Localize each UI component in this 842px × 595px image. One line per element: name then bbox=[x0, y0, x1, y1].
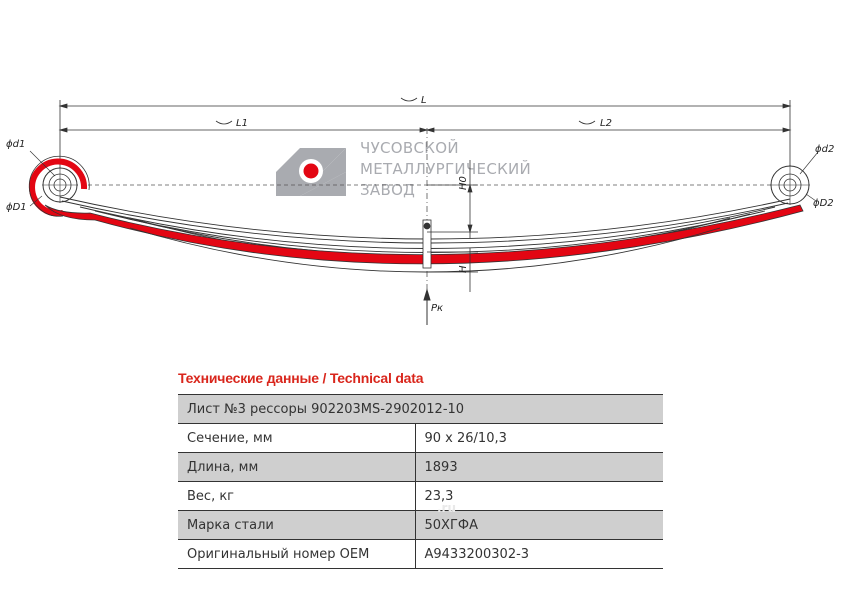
spec-value: A9433200302-3 bbox=[415, 540, 663, 569]
table-row bbox=[178, 482, 663, 511]
table-row bbox=[178, 511, 663, 540]
label-L1: L1 bbox=[236, 118, 248, 129]
company-logo bbox=[276, 138, 531, 199]
logo-line-1: ЧУСОВСКОЙ bbox=[360, 139, 459, 157]
spec-label: Сечение, мм bbox=[178, 424, 415, 453]
label-L2: L2 bbox=[600, 118, 612, 129]
label-H: H bbox=[458, 265, 469, 273]
logo-mark-icon bbox=[276, 148, 346, 196]
label-H0: H0 bbox=[458, 176, 469, 190]
table-row bbox=[178, 540, 663, 569]
height-dimensions bbox=[427, 160, 478, 292]
label-Pk: Pк bbox=[431, 303, 444, 314]
center-bolt bbox=[423, 220, 431, 268]
watermark-suffix: .ru bbox=[437, 501, 457, 515]
spec-label: Длина, мм bbox=[178, 453, 415, 482]
spec-value: 90 x 26/10,3 bbox=[415, 424, 663, 453]
spec-label: Вес, кг bbox=[178, 482, 415, 511]
table-row bbox=[178, 453, 663, 482]
spec-value: 50ХГФА bbox=[415, 511, 663, 540]
spec-header: Лист №3 рессоры 902203MS-2902012-10 bbox=[178, 395, 663, 424]
spec-label: Марка стали bbox=[178, 511, 415, 540]
spec-title: Технические данные / Technical data bbox=[178, 370, 424, 386]
spec-table bbox=[178, 394, 663, 569]
spec-header-row bbox=[178, 395, 663, 424]
label-L: L bbox=[421, 95, 427, 106]
logo-line-2: МЕТАЛЛУРГИЧЕСКИЙ bbox=[360, 160, 532, 178]
spec-value: 23,3 bbox=[415, 482, 663, 511]
load-arrow bbox=[424, 290, 430, 325]
label-D1: ϕD1 bbox=[6, 202, 27, 213]
table-row bbox=[178, 424, 663, 453]
spec-label: Оригинальный номер OEM bbox=[178, 540, 415, 569]
label-D2: ϕD2 bbox=[813, 198, 834, 209]
dimension-L1-L2 bbox=[60, 121, 790, 132]
logo-line-3: ЗАВОД bbox=[360, 181, 416, 199]
label-d1: ϕd1 bbox=[6, 139, 26, 150]
spec-value: 1893 bbox=[415, 453, 663, 482]
label-d2: ϕd2 bbox=[815, 144, 835, 155]
